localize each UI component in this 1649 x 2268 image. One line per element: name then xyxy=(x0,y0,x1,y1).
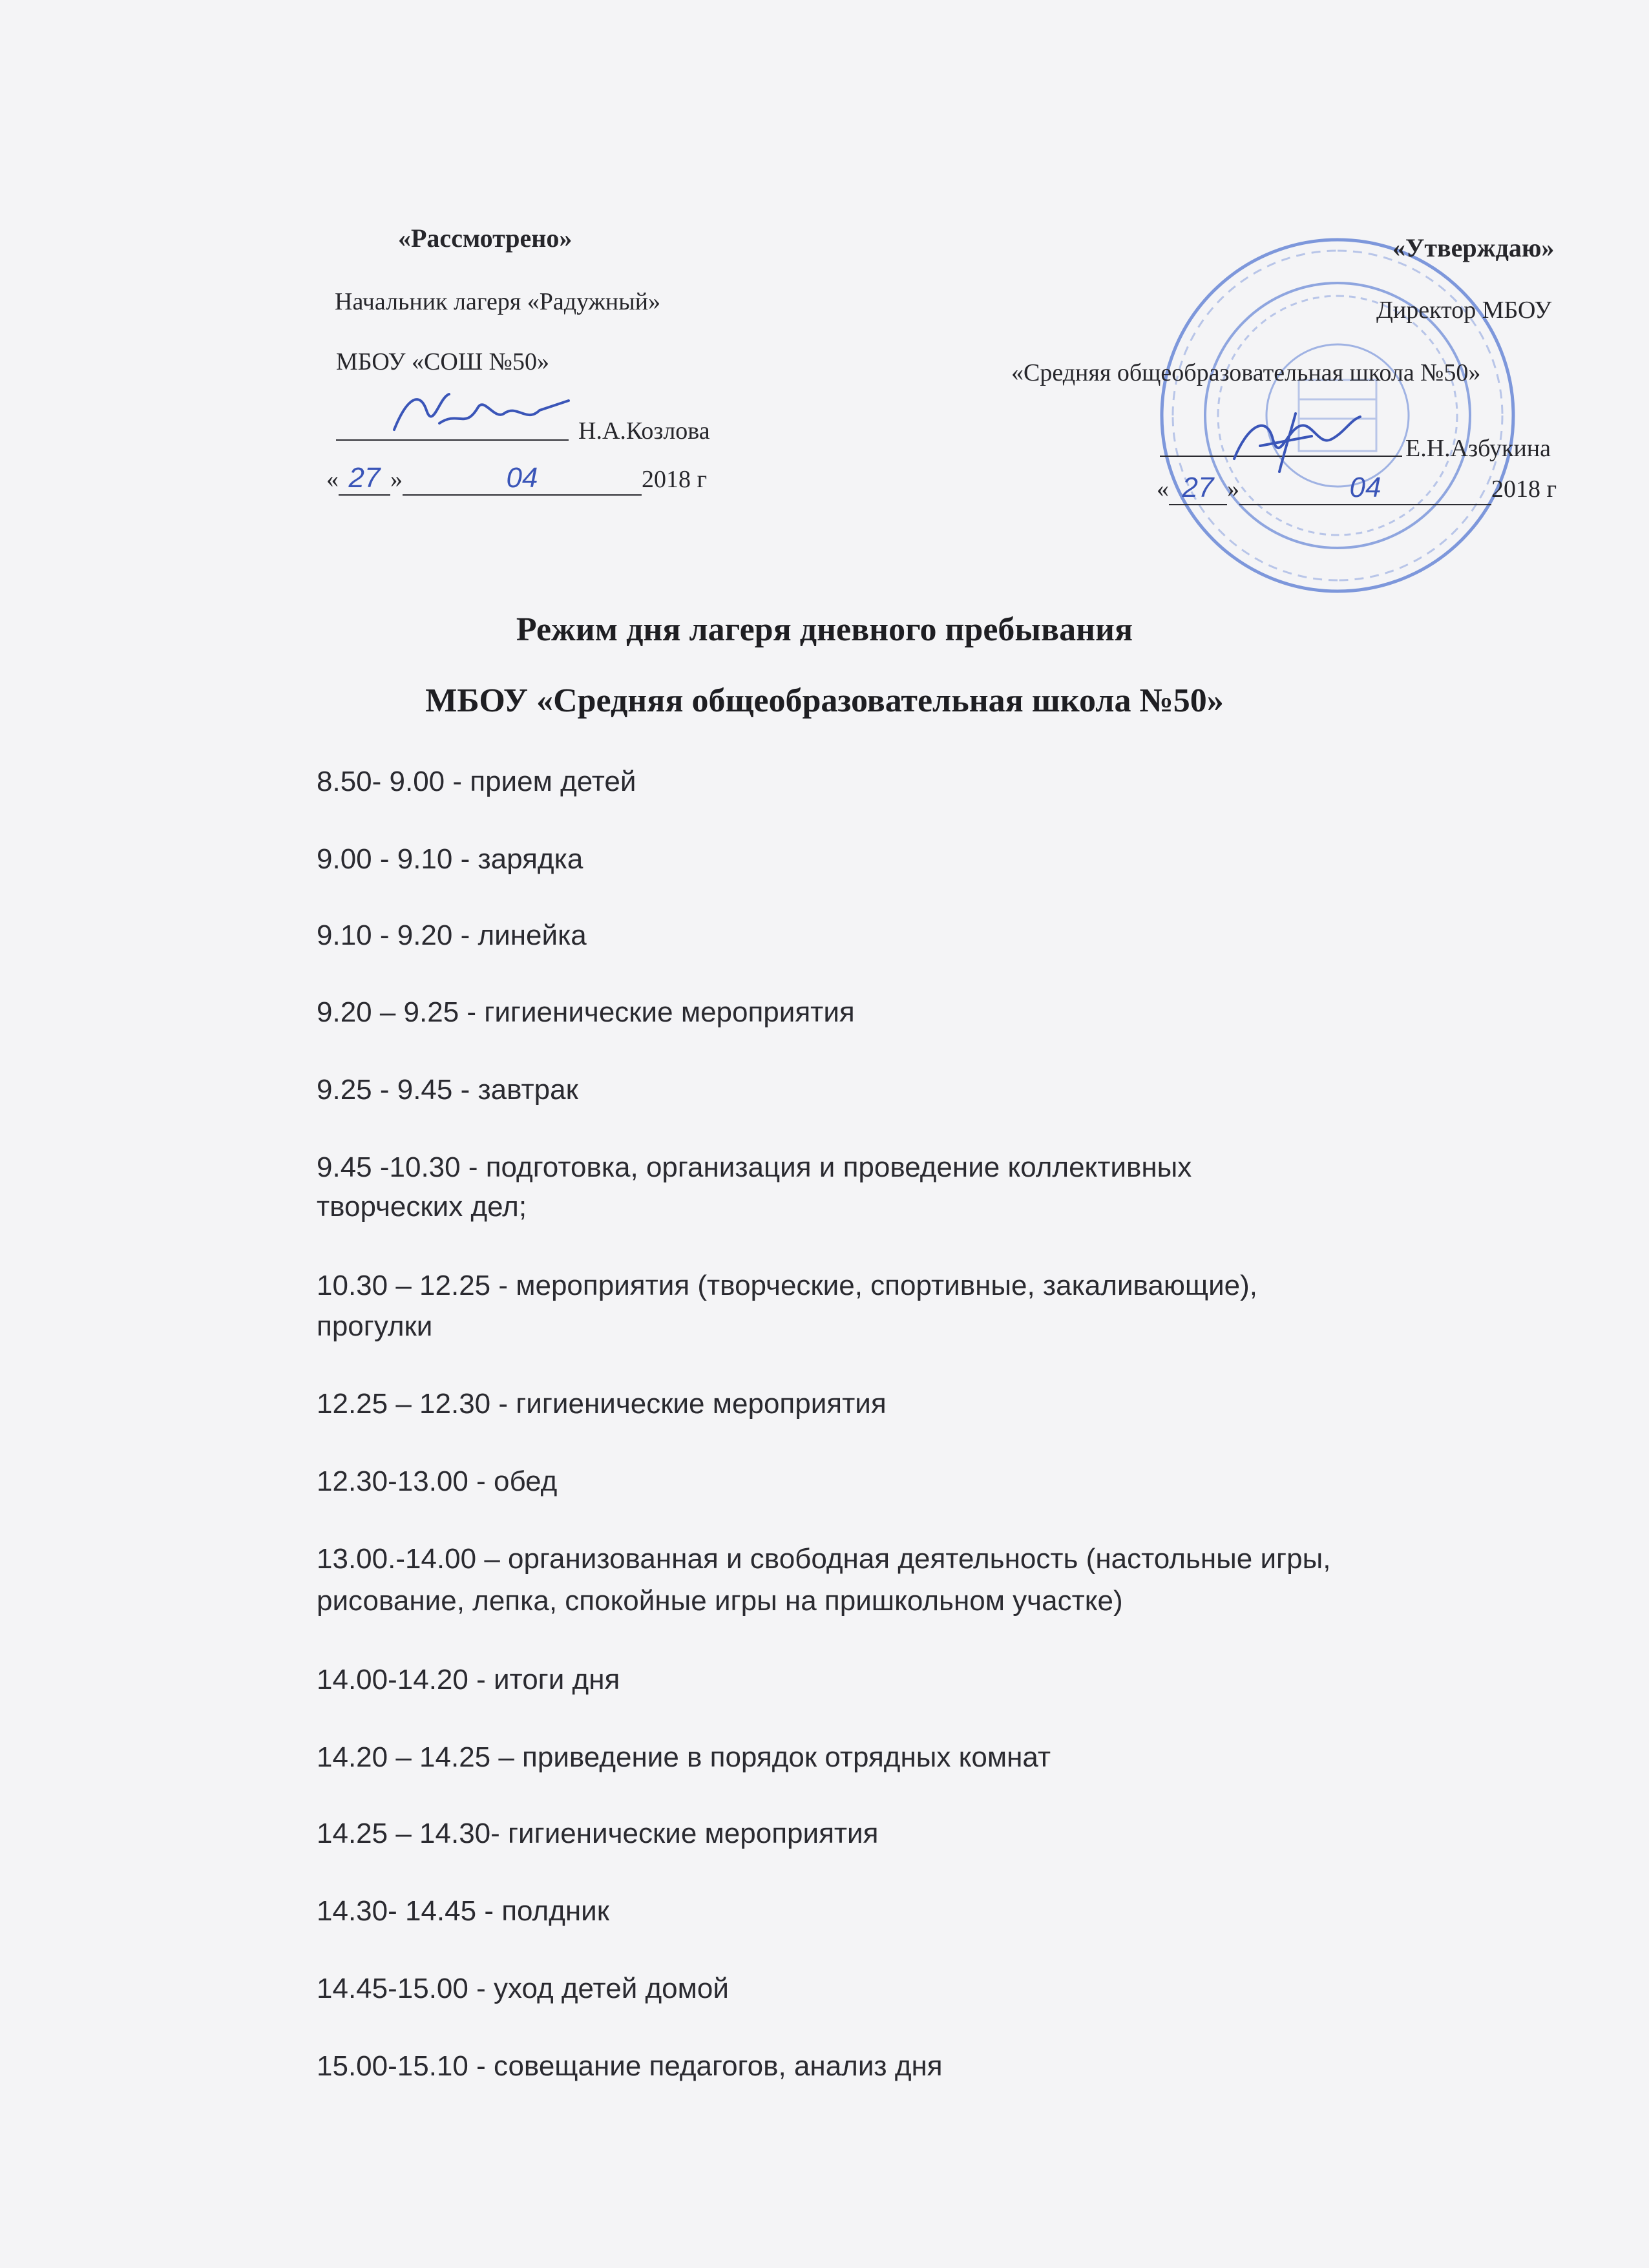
schedule-item: 14.30- 14.45 - полдник xyxy=(317,1895,609,1927)
schedule-item-continuation: творческих дел; xyxy=(317,1191,527,1223)
schedule-item: 14.20 – 14.25 – приведение в порядок отрядных комнат xyxy=(317,1741,1051,1773)
left-date-day: 27 xyxy=(348,462,381,494)
right-position-line: Директор МБОУ xyxy=(1376,297,1552,324)
left-org-line: МБОУ «СОШ №50» xyxy=(336,348,549,375)
date-quote-open: « xyxy=(1157,476,1169,503)
date-quote-open: « xyxy=(326,466,339,493)
left-date-month: 04 xyxy=(506,462,538,494)
schedule-item: 15.00-15.10 - совещание педагогов, анализ дня xyxy=(317,2050,943,2082)
document-subtitle: МБОУ «Средняя общеобразовательная школа №50» xyxy=(425,682,1224,719)
schedule-item: 14.45-15.00 - уход детей домой xyxy=(317,1973,729,2004)
schedule-item: 13.00.-14.00 – организованная и свободная деятельность (настольные игры, xyxy=(317,1543,1331,1575)
schedule-item: 9.45 -10.30 - подготовка, организация и проведение коллективных xyxy=(317,1151,1192,1183)
schedule-item: 9.20 – 9.25 - гигиенические мероприятия xyxy=(317,996,855,1028)
schedule-item: 9.25 - 9.45 - завтрак xyxy=(317,1074,578,1106)
schedule-item-continuation: прогулки xyxy=(317,1310,433,1342)
left-signature xyxy=(388,384,582,443)
schedule-item: 12.30-13.00 - обед xyxy=(317,1465,558,1497)
right-date-day: 27 xyxy=(1182,472,1214,503)
right-heading: «Утверждаю» xyxy=(1392,233,1555,262)
right-date-year: 2018 г xyxy=(1491,476,1557,503)
schedule-item: 10.30 – 12.25 - мероприятия (творческие, спортивные, закаливающие), xyxy=(317,1270,1257,1301)
left-position-line: Начальник лагеря «Радужный» xyxy=(335,288,661,315)
left-date-year: 2018 г xyxy=(642,466,708,493)
left-date xyxy=(326,462,707,496)
schedule-item: 12.25 – 12.30 - гигиенические мероприятия xyxy=(317,1388,887,1420)
schedule-item: 8.50- 9.00 - прием детей xyxy=(317,766,636,797)
date-quote-close: » xyxy=(1227,476,1239,503)
schedule-item: 9.10 - 9.20 - линейка xyxy=(317,919,587,951)
right-date-month: 04 xyxy=(1349,472,1381,503)
schedule-item: 14.25 – 14.30- гигиенические мероприятия xyxy=(317,1818,879,1849)
right-org-line: «Средняя общеобразовательная школа №50» xyxy=(1011,359,1481,386)
schedule-item: 9.00 - 9.10 - зарядка xyxy=(317,843,583,875)
schedule-item: 14.00-14.20 - итоги дня xyxy=(317,1664,620,1696)
left-signer-name: Н.А.Козлова xyxy=(578,417,710,445)
date-quote-close: » xyxy=(390,466,403,493)
left-heading: «Рассмотрено» xyxy=(398,224,572,253)
right-signer-name: Е.Н.Азбукина xyxy=(1405,435,1551,462)
document-title: Режим дня лагеря дневного пребывания xyxy=(516,611,1133,648)
schedule-item-continuation: рисование, лепка, спокойные игры на пришкольном участке) xyxy=(317,1585,1123,1617)
right-date xyxy=(1157,472,1557,505)
